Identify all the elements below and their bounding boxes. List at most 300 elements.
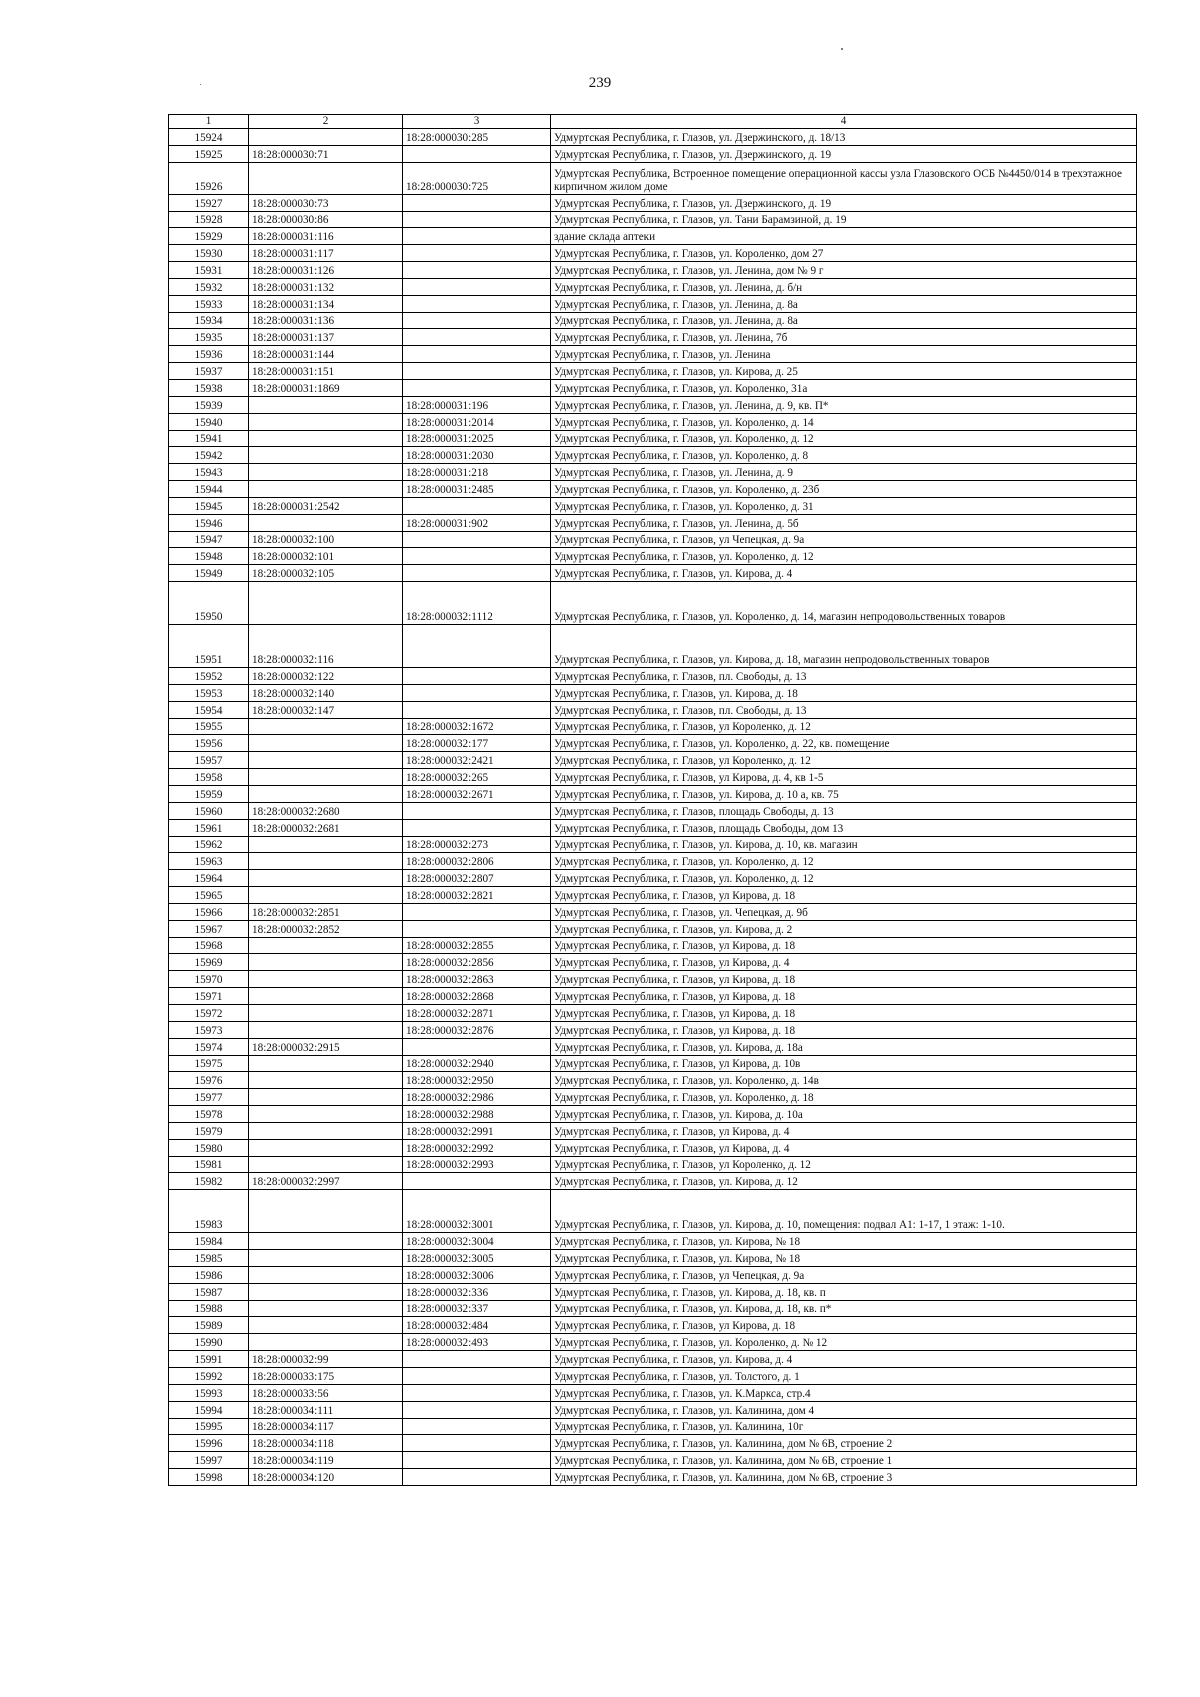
row-number-cell: 15967	[169, 920, 249, 937]
table-row	[169, 582, 1137, 625]
cadastral-number-premises-cell	[403, 312, 551, 329]
table-row	[169, 1139, 1137, 1156]
cadastral-number-land-cell	[249, 954, 403, 971]
cadastral-number-premises-cell: 18:28:000032:2993	[403, 1156, 551, 1173]
address-cell: Удмуртская Республика, г. Глазов, ул. Ленина, д. б/н	[551, 278, 1137, 295]
table-row	[169, 1122, 1137, 1139]
cadastral-number-premises-cell: 18:28:000031:2014	[403, 413, 551, 430]
cadastral-number-premises-cell: 18:28:000032:1112	[403, 582, 551, 625]
table-row	[169, 718, 1137, 735]
cadastral-number-land-cell	[249, 937, 403, 954]
row-number-cell: 15993	[169, 1384, 249, 1401]
row-number-cell: 15926	[169, 162, 249, 194]
table-row	[169, 396, 1137, 413]
cadastral-number-premises-cell: 18:28:000032:2856	[403, 954, 551, 971]
cadastral-number-premises-cell: 18:28:000031:2030	[403, 447, 551, 464]
row-number-cell: 15928	[169, 211, 249, 228]
header-col-4: 4	[551, 115, 1137, 129]
cadastral-number-premises-cell	[403, 1452, 551, 1469]
cadastral-number-premises-cell	[403, 346, 551, 363]
cadastral-number-premises-cell: 18:28:000032:2992	[403, 1139, 551, 1156]
cadastral-number-premises-cell	[403, 1418, 551, 1435]
row-number-cell: 15995	[169, 1418, 249, 1435]
cadastral-number-land-cell: 18:28:000031:144	[249, 346, 403, 363]
cadastral-number-premises-cell	[403, 379, 551, 396]
address-cell: Удмуртская Республика, г. Глазов, ул. Ленина, 7б	[551, 329, 1137, 346]
cadastral-number-land-cell: 18:28:000034:117	[249, 1418, 403, 1435]
cadastral-number-land-cell: 18:28:000031:117	[249, 245, 403, 262]
address-cell: Удмуртская Республика, г. Глазов, ул. Калинина, дом № 6В, строение 2	[551, 1435, 1137, 1452]
cadastral-number-land-cell	[249, 988, 403, 1005]
cadastral-number-land-cell: 18:28:000031:126	[249, 262, 403, 279]
table-row	[169, 1089, 1137, 1106]
row-number-cell: 15931	[169, 262, 249, 279]
row-number-cell: 15972	[169, 1004, 249, 1021]
row-number-cell: 15997	[169, 1452, 249, 1469]
cadastral-number-land-cell: 18:28:000030:71	[249, 145, 403, 162]
table-row	[169, 363, 1137, 380]
address-cell: Удмуртская Республика, г. Глазов, ул Кирова, д. 10в	[551, 1055, 1137, 1072]
address-cell: Удмуртская Республика, г. Глазов, ул. Тани Барамзиной, д. 19	[551, 211, 1137, 228]
cadastral-number-premises-cell: 18:28:000032:3001	[403, 1190, 551, 1233]
row-number-cell: 15983	[169, 1190, 249, 1233]
table-row	[169, 194, 1137, 211]
row-number-cell: 15979	[169, 1122, 249, 1139]
table-row	[169, 870, 1137, 887]
address-cell: Удмуртская Республика, г. Глазов, площадь Свободы, дом 13	[551, 819, 1137, 836]
table-row	[169, 145, 1137, 162]
table-row	[169, 769, 1137, 786]
cadastral-number-premises-cell: 18:28:000031:196	[403, 396, 551, 413]
cadastral-number-land-cell: 18:28:000032:2852	[249, 920, 403, 937]
address-cell: Удмуртская Республика, г. Глазов, ул. Калинина, дом № 6В, строение 3	[551, 1469, 1137, 1486]
address-cell: Удмуртская Республика, г. Глазов, ул. Кирова, д. 10 а, кв. 75	[551, 786, 1137, 803]
cadastral-number-land-cell: 18:28:000032:122	[249, 668, 403, 685]
header-col-2: 2	[249, 115, 403, 129]
table-row	[169, 379, 1137, 396]
address-cell: Удмуртская Республика, г. Глазов, ул. Короленко, д. 12	[551, 430, 1137, 447]
row-number-cell: 15994	[169, 1401, 249, 1418]
cadastral-number-land-cell	[249, 1190, 403, 1233]
cadastral-number-premises-cell: 18:28:000032:2871	[403, 1004, 551, 1021]
cadastral-number-premises-cell: 18:28:000032:2863	[403, 971, 551, 988]
row-number-cell: 15971	[169, 988, 249, 1005]
cadastral-number-premises-cell: 18:28:000032:1672	[403, 718, 551, 735]
row-number-cell: 15965	[169, 887, 249, 904]
cadastral-number-land-cell: 18:28:000031:2542	[249, 497, 403, 514]
cadastral-number-land-cell	[249, 464, 403, 481]
table-row	[169, 1004, 1137, 1021]
address-cell: Удмуртская Республика, г. Глазов, ул. Чепецкая, д. 9б	[551, 903, 1137, 920]
address-cell: Удмуртская Республика, г. Глазов, ул Кирова, д. 18	[551, 887, 1137, 904]
table-row	[169, 1368, 1137, 1385]
table-row	[169, 1072, 1137, 1089]
address-cell: Удмуртская Республика, г. Глазов, ул. Кирова, д. 10, кв. магазин	[551, 836, 1137, 853]
header-row	[169, 115, 1137, 129]
cadastral-number-land-cell: 18:28:000031:151	[249, 363, 403, 380]
cadastral-number-premises-cell	[403, 1173, 551, 1190]
cadastral-number-land-cell	[249, 1055, 403, 1072]
cadastral-number-premises-cell: 18:28:000032:177	[403, 735, 551, 752]
row-number-cell: 15980	[169, 1139, 249, 1156]
address-cell: Удмуртская Республика, г. Глазов, ул. Ленина, д. 9	[551, 464, 1137, 481]
address-cell: Удмуртская Республика, г. Глазов, ул Кирова, д. 18	[551, 1317, 1137, 1334]
table-row	[169, 447, 1137, 464]
registry-table	[168, 114, 1137, 1486]
address-cell: Удмуртская Республика, г. Глазов, ул Чепецкая, д. 9а	[551, 531, 1137, 548]
cadastral-number-land-cell: 18:28:000032:100	[249, 531, 403, 548]
cadastral-number-land-cell: 18:28:000032:101	[249, 548, 403, 565]
cadastral-number-premises-cell: 18:28:000031:902	[403, 514, 551, 531]
cadastral-number-premises-cell: 18:28:000032:3004	[403, 1233, 551, 1250]
scan-speck	[841, 48, 843, 50]
address-cell: Удмуртская Республика, г. Глазов, ул. Кирова, д. 4	[551, 1351, 1137, 1368]
cadastral-number-premises-cell: 18:28:000032:484	[403, 1317, 551, 1334]
cadastral-number-land-cell	[249, 447, 403, 464]
cadastral-number-land-cell	[249, 1004, 403, 1021]
cadastral-number-premises-cell	[403, 145, 551, 162]
cadastral-number-land-cell	[249, 1021, 403, 1038]
table-row	[169, 786, 1137, 803]
address-cell: Удмуртская Республика, г. Глазов, ул. Кирова, д. 25	[551, 363, 1137, 380]
table-row	[169, 531, 1137, 548]
cadastral-number-premises-cell	[403, 668, 551, 685]
table-row	[169, 1401, 1137, 1418]
cadastral-number-land-cell: 18:28:000033:175	[249, 1368, 403, 1385]
row-number-cell: 15963	[169, 853, 249, 870]
cadastral-number-premises-cell	[403, 497, 551, 514]
cadastral-number-land-cell	[249, 870, 403, 887]
cadastral-number-premises-cell	[403, 819, 551, 836]
address-cell: Удмуртская Республика, г. Глазов, ул. Ленина, д. 8а	[551, 312, 1137, 329]
table-row	[169, 278, 1137, 295]
address-cell: Удмуртская Республика, г. Глазов, ул Кирова, д. 4	[551, 954, 1137, 971]
row-number-cell: 15950	[169, 582, 249, 625]
cadastral-number-land-cell: 18:28:000032:2680	[249, 802, 403, 819]
cadastral-number-premises-cell: 18:28:000032:336	[403, 1283, 551, 1300]
cadastral-number-premises-cell: 18:28:000032:2806	[403, 853, 551, 870]
row-number-cell: 15962	[169, 836, 249, 853]
cadastral-number-premises-cell: 18:28:000032:3006	[403, 1266, 551, 1283]
cadastral-number-land-cell	[249, 971, 403, 988]
address-cell: Удмуртская Республика, г. Глазов, пл. Свободы, д. 13	[551, 668, 1137, 685]
table-row	[169, 1418, 1137, 1435]
address-cell: Удмуртская Республика, г. Глазов, ул. Калинина, 10г	[551, 1418, 1137, 1435]
row-number-cell: 15956	[169, 735, 249, 752]
address-cell: Удмуртская Республика, г. Глазов, ул. Короленко, д. 12	[551, 548, 1137, 565]
cadastral-number-land-cell	[249, 1334, 403, 1351]
cadastral-number-land-cell	[249, 1122, 403, 1139]
address-cell: Удмуртская Республика, г. Глазов, пл. Свободы, д. 13	[551, 701, 1137, 718]
row-number-cell: 15992	[169, 1368, 249, 1385]
row-number-cell: 15943	[169, 464, 249, 481]
row-number-cell: 15948	[169, 548, 249, 565]
row-number-cell: 15958	[169, 769, 249, 786]
cadastral-number-premises-cell	[403, 295, 551, 312]
table-row	[169, 887, 1137, 904]
row-number-cell: 15946	[169, 514, 249, 531]
cadastral-number-land-cell	[249, 1233, 403, 1250]
cadastral-number-premises-cell	[403, 625, 551, 668]
address-cell: Удмуртская Республика, г. Глазов, ул Кирова, д. 18	[551, 1021, 1137, 1038]
cadastral-number-land-cell	[249, 718, 403, 735]
row-number-cell: 15984	[169, 1233, 249, 1250]
table-body	[169, 129, 1137, 1486]
row-number-cell: 15960	[169, 802, 249, 819]
cadastral-number-premises-cell	[403, 278, 551, 295]
cadastral-number-land-cell	[249, 481, 403, 498]
cadastral-number-land-cell	[249, 514, 403, 531]
table-row	[169, 1300, 1137, 1317]
cadastral-number-premises-cell: 18:28:000032:2940	[403, 1055, 551, 1072]
row-number-cell: 15975	[169, 1055, 249, 1072]
cadastral-number-premises-cell: 18:28:000031:2025	[403, 430, 551, 447]
address-cell: Удмуртская Республика, г. Глазов, ул. Ленина	[551, 346, 1137, 363]
address-cell: Удмуртская Республика, г. Глазов, площадь Свободы, д. 13	[551, 802, 1137, 819]
row-number-cell: 15961	[169, 819, 249, 836]
cadastral-number-premises-cell	[403, 329, 551, 346]
row-number-cell: 15940	[169, 413, 249, 430]
table-row	[169, 514, 1137, 531]
address-cell: Удмуртская Республика, г. Глазов, ул. Ленина, д. 5б	[551, 514, 1137, 531]
cadastral-number-premises-cell	[403, 1351, 551, 1368]
address-cell: Удмуртская Республика, г. Глазов, ул Кирова, д. 4, кв 1-5	[551, 769, 1137, 786]
table-row	[169, 1190, 1137, 1233]
address-cell: Удмуртская Республика, г. Глазов, ул. Кирова, д. 12	[551, 1173, 1137, 1190]
cadastral-number-land-cell: 18:28:000031:137	[249, 329, 403, 346]
row-number-cell: 15981	[169, 1156, 249, 1173]
row-number-cell: 15949	[169, 565, 249, 582]
cadastral-number-premises-cell: 18:28:000030:725	[403, 162, 551, 194]
address-cell: Удмуртская Республика, г. Глазов, ул Кирова, д. 4	[551, 1139, 1137, 1156]
row-number-cell: 15985	[169, 1250, 249, 1267]
cadastral-number-premises-cell	[403, 1469, 551, 1486]
row-number-cell: 15953	[169, 684, 249, 701]
cadastral-number-land-cell: 18:28:000032:99	[249, 1351, 403, 1368]
address-cell: Удмуртская Республика, г. Глазов, ул Кирова, д. 4	[551, 1122, 1137, 1139]
row-number-cell: 15991	[169, 1351, 249, 1368]
cadastral-number-land-cell: 18:28:000032:2997	[249, 1173, 403, 1190]
table-row	[169, 1469, 1137, 1486]
cadastral-number-land-cell: 18:28:000030:73	[249, 194, 403, 211]
table-row	[169, 954, 1137, 971]
table-row	[169, 1283, 1137, 1300]
table-row	[169, 701, 1137, 718]
address-cell: Удмуртская Республика, г. Глазов, ул Короленко, д. 12	[551, 752, 1137, 769]
cadastral-number-premises-cell: 18:28:000032:2421	[403, 752, 551, 769]
row-number-cell: 15951	[169, 625, 249, 668]
address-cell: Удмуртская Республика, г. Глазов, ул. Короленко, д. 12	[551, 853, 1137, 870]
address-cell: Удмуртская Республика, г. Глазов, ул. Ленина, дом № 9 г	[551, 262, 1137, 279]
address-cell: Удмуртская Республика, г. Глазов, ул Короленко, д. 12	[551, 1156, 1137, 1173]
row-number-cell: 15964	[169, 870, 249, 887]
address-cell: Удмуртская Республика, г. Глазов, ул. Толстого, д. 1	[551, 1368, 1137, 1385]
cadastral-number-premises-cell: 18:28:000032:273	[403, 836, 551, 853]
address-cell: Удмуртская Республика, г. Глазов, ул. Кирова, № 18	[551, 1233, 1137, 1250]
table-row	[169, 1038, 1137, 1055]
address-cell: Удмуртская Республика, г. Глазов, ул. Дзержинского, д. 18/13	[551, 129, 1137, 146]
cadastral-number-premises-cell: 18:28:000032:265	[403, 769, 551, 786]
cadastral-number-premises-cell	[403, 1368, 551, 1385]
header-col-3: 3	[403, 115, 551, 129]
cadastral-number-land-cell	[249, 1300, 403, 1317]
table-row	[169, 1106, 1137, 1123]
address-cell: Удмуртская Республика, г. Глазов, ул Чепецкая, д. 9а	[551, 1266, 1137, 1283]
cadastral-number-premises-cell: 18:28:000032:2855	[403, 937, 551, 954]
table-row	[169, 1233, 1137, 1250]
cadastral-number-premises-cell: 18:28:000032:2876	[403, 1021, 551, 1038]
table-row	[169, 903, 1137, 920]
cadastral-number-premises-cell	[403, 1401, 551, 1418]
table-row	[169, 684, 1137, 701]
address-cell: Удмуртская Республика, г. Глазов, ул Кирова, д. 18	[551, 988, 1137, 1005]
row-number-cell: 15989	[169, 1317, 249, 1334]
row-number-cell: 15929	[169, 228, 249, 245]
cadastral-number-land-cell	[249, 853, 403, 870]
table-row	[169, 668, 1137, 685]
cadastral-number-premises-cell	[403, 211, 551, 228]
address-cell: Удмуртская Республика, г. Глазов, ул. К.Маркса, стр.4	[551, 1384, 1137, 1401]
table-row	[169, 1250, 1137, 1267]
row-number-cell: 15996	[169, 1435, 249, 1452]
cadastral-number-premises-cell	[403, 1384, 551, 1401]
row-number-cell: 15941	[169, 430, 249, 447]
table-row	[169, 971, 1137, 988]
cadastral-number-land-cell	[249, 162, 403, 194]
cadastral-number-land-cell: 18:28:000031:116	[249, 228, 403, 245]
cadastral-number-land-cell: 18:28:000032:116	[249, 625, 403, 668]
address-cell: Удмуртская Республика, г. Глазов, ул. Короленко, д. 12	[551, 870, 1137, 887]
address-cell: Удмуртская Республика, г. Глазов, ул Кирова, д. 18	[551, 937, 1137, 954]
table-row	[169, 1334, 1137, 1351]
row-number-cell: 15933	[169, 295, 249, 312]
table-row	[169, 836, 1137, 853]
address-cell: Удмуртская Республика, г. Глазов, ул. Короленко, дом 27	[551, 245, 1137, 262]
address-cell: Удмуртская Республика, г. Глазов, ул. Короленко, д. 8	[551, 447, 1137, 464]
cadastral-number-land-cell: 18:28:000032:2915	[249, 1038, 403, 1055]
table-row	[169, 988, 1137, 1005]
row-number-cell: 15944	[169, 481, 249, 498]
cadastral-number-land-cell	[249, 1089, 403, 1106]
table-row	[169, 853, 1137, 870]
address-cell: Удмуртская Республика, г. Глазов, ул. Короленко, д. 22, кв. помещение	[551, 735, 1137, 752]
cadastral-number-land-cell	[249, 735, 403, 752]
table-row	[169, 1021, 1137, 1038]
table-row	[169, 1384, 1137, 1401]
cadastral-number-premises-cell: 18:28:000032:493	[403, 1334, 551, 1351]
cadastral-number-premises-cell: 18:28:000032:2807	[403, 870, 551, 887]
address-cell: Удмуртская Республика, г. Глазов, ул. Дзержинского, д. 19	[551, 145, 1137, 162]
row-number-cell: 15990	[169, 1334, 249, 1351]
cadastral-number-land-cell	[249, 1283, 403, 1300]
address-cell: Удмуртская Республика, г. Глазов, ул. Кирова, д. 18, кв. п*	[551, 1300, 1137, 1317]
cadastral-number-land-cell	[249, 396, 403, 413]
cadastral-number-land-cell: 18:28:000032:2681	[249, 819, 403, 836]
cadastral-number-land-cell: 18:28:000031:132	[249, 278, 403, 295]
table-row	[169, 1156, 1137, 1173]
table-row	[169, 1317, 1137, 1334]
cadastral-number-land-cell	[249, 1317, 403, 1334]
row-number-cell: 15937	[169, 363, 249, 380]
cadastral-number-land-cell	[249, 1250, 403, 1267]
row-number-cell: 15987	[169, 1283, 249, 1300]
address-cell: Удмуртская Республика, г. Глазов, ул. Короленко, д. 18	[551, 1089, 1137, 1106]
cadastral-number-land-cell	[249, 430, 403, 447]
row-number-cell: 15978	[169, 1106, 249, 1123]
page-number: 239	[588, 75, 612, 91]
row-number-cell: 15947	[169, 531, 249, 548]
cadastral-number-land-cell	[249, 413, 403, 430]
row-number-cell: 15955	[169, 718, 249, 735]
address-cell: Удмуртская Республика, г. Глазов, ул. Кирова, д. 10, помещения: подвал А1: 1-17, 1 этаж: 1-10.	[551, 1190, 1137, 1233]
cadastral-number-land-cell: 18:28:000034:120	[249, 1469, 403, 1486]
cadastral-number-land-cell	[249, 836, 403, 853]
cadastral-number-land-cell: 18:28:000034:111	[249, 1401, 403, 1418]
row-number-cell: 15959	[169, 786, 249, 803]
cadastral-number-premises-cell	[403, 262, 551, 279]
cadastral-number-premises-cell	[403, 903, 551, 920]
cadastral-number-premises-cell: 18:28:000030:285	[403, 129, 551, 146]
table-row	[169, 937, 1137, 954]
cadastral-number-premises-cell	[403, 701, 551, 718]
row-number-cell: 15957	[169, 752, 249, 769]
table-row	[169, 1452, 1137, 1469]
table-row	[169, 329, 1137, 346]
row-number-cell: 15969	[169, 954, 249, 971]
table-row	[169, 312, 1137, 329]
cadastral-number-premises-cell: 18:28:000032:2868	[403, 988, 551, 1005]
cadastral-number-land-cell	[249, 1266, 403, 1283]
cadastral-number-land-cell: 18:28:000034:118	[249, 1435, 403, 1452]
cadastral-number-premises-cell: 18:28:000032:2671	[403, 786, 551, 803]
table-row	[169, 245, 1137, 262]
cadastral-number-premises-cell: 18:28:000032:3005	[403, 1250, 551, 1267]
cadastral-number-premises-cell	[403, 194, 551, 211]
scan-speck	[200, 84, 201, 85]
table-row	[169, 565, 1137, 582]
cadastral-number-land-cell: 18:28:000032:105	[249, 565, 403, 582]
cadastral-number-land-cell: 18:28:000032:147	[249, 701, 403, 718]
address-cell: Удмуртская Республика, г. Глазов, ул. Ленина, д. 9, кв. П*	[551, 396, 1137, 413]
row-number-cell: 15945	[169, 497, 249, 514]
row-number-cell: 15924	[169, 129, 249, 146]
cadastral-number-premises-cell: 18:28:000032:2950	[403, 1072, 551, 1089]
table-row	[169, 819, 1137, 836]
address-cell: Удмуртская Республика, г. Глазов, ул Короленко, д. 12	[551, 718, 1137, 735]
row-number-cell: 15982	[169, 1173, 249, 1190]
cadastral-number-land-cell	[249, 1139, 403, 1156]
cadastral-number-land-cell: 18:28:000032:2851	[249, 903, 403, 920]
cadastral-number-land-cell	[249, 752, 403, 769]
row-number-cell: 15932	[169, 278, 249, 295]
table-row	[169, 228, 1137, 245]
row-number-cell: 15954	[169, 701, 249, 718]
row-number-cell: 15930	[169, 245, 249, 262]
address-cell: Удмуртская Республика, г. Глазов, ул Кирова, д. 18	[551, 1004, 1137, 1021]
table-row	[169, 430, 1137, 447]
cadastral-number-premises-cell	[403, 684, 551, 701]
row-number-cell: 15952	[169, 668, 249, 685]
table-row	[169, 262, 1137, 279]
table-row	[169, 497, 1137, 514]
cadastral-number-land-cell: 18:28:000031:136	[249, 312, 403, 329]
cadastral-number-premises-cell: 18:28:000032:337	[403, 1300, 551, 1317]
table-row	[169, 548, 1137, 565]
address-cell: Удмуртская Республика, г. Глазов, ул. Кирова, д. 4	[551, 565, 1137, 582]
table-row	[169, 481, 1137, 498]
address-cell: Удмуртская Республика, г. Глазов, ул. Короленко, д. 14	[551, 413, 1137, 430]
table-row	[169, 211, 1137, 228]
